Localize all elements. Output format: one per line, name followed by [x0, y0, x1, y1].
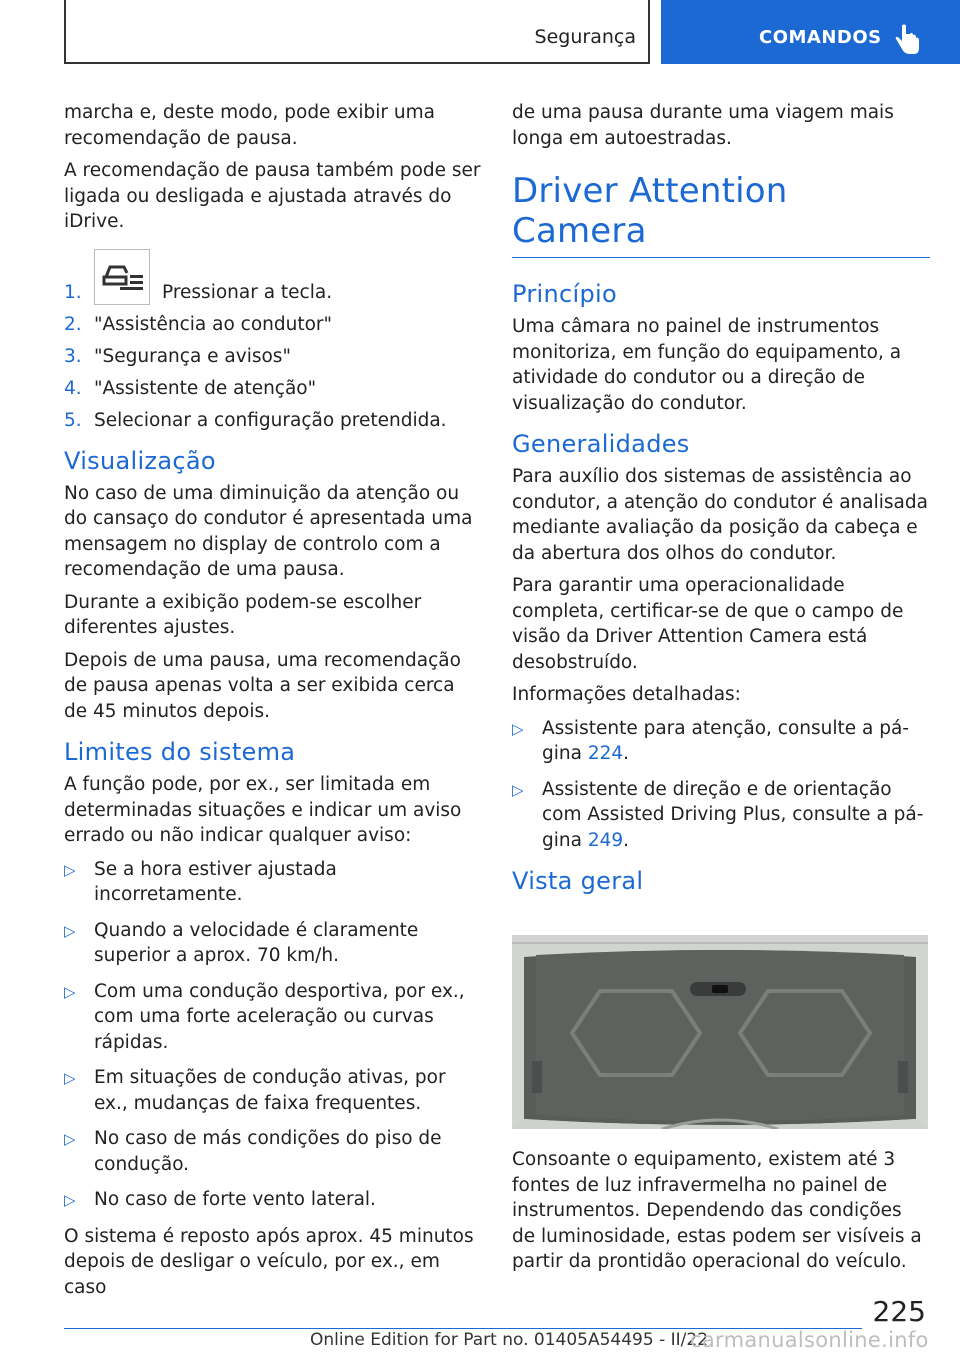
edition-note: Online Edition for Part no. 01405A54495 - II/22 — [310, 1330, 709, 1350]
heading-general: Generalidades — [512, 430, 690, 458]
step-item — [64, 344, 482, 369]
step-text: Pressionar a tecla. — [162, 281, 333, 303]
step-item — [64, 376, 482, 401]
step-number: 2. — [64, 313, 82, 335]
list-item — [512, 716, 930, 767]
list-item-text: Assistente para atenção, consulte a página 224. — [542, 717, 909, 764]
list-item — [64, 857, 482, 908]
heading-visualization: Visualização — [64, 446, 216, 475]
triangle-bullet-icon: ▷ — [512, 780, 524, 799]
step-text: Selecionar a configuração pretendida. — [94, 409, 447, 431]
paragraph: Para garantir uma operacionalidade completa, certificar-se de que o campo de visão da Driver Attention Camera está desobstruído. — [512, 575, 904, 673]
triangle-bullet-icon: ▷ — [64, 1191, 76, 1209]
paragraph: de uma pausa durante uma viagem mais longa em autoestradas. — [512, 102, 894, 149]
triangle-bullet-icon: ▷ — [64, 860, 76, 879]
list-item — [64, 1126, 482, 1177]
triangle-bullet-icon: ▷ — [64, 921, 76, 940]
heading-system-limits: Limites do sistema — [64, 738, 296, 766]
triangle-bullet-icon: ▷ — [64, 1069, 76, 1087]
paragraph: Depois de uma pausa, uma recomendação de pausa apenas volta a ser exibida cerca de 45 minutos depois. — [64, 649, 461, 722]
list-item — [64, 1187, 482, 1214]
step-item — [64, 312, 482, 337]
paragraph: A função pode, por ex., ser limitada em determinadas situações e indicar um aviso errado ou não indicar qualquer aviso: — [64, 774, 462, 846]
page-link-224[interactable]: 224 — [587, 743, 624, 764]
heading-principle: Princípio — [512, 280, 617, 308]
pointing-hand-icon — [893, 24, 921, 56]
triangle-bullet-icon: ▷ — [64, 982, 76, 1001]
paragraph: O sistema é reposto após aprox. 45 minutos depois de desligar o veículo, por ex., em caso — [64, 1225, 474, 1298]
limits-list — [64, 857, 482, 1214]
header-chapter-tab — [661, 0, 960, 64]
step-number: 5. — [64, 409, 82, 431]
list-item-text: Se a hora estiver ajustada incorretamente. — [94, 858, 337, 905]
step-item — [64, 408, 482, 433]
list-item — [64, 918, 482, 969]
heading-overview: Vista geral — [512, 867, 644, 895]
list-item-text: No caso de más condições do piso de condução. — [94, 1128, 442, 1175]
driver-assistance-button-icon — [94, 249, 150, 305]
steps-list — [64, 249, 482, 433]
instrument-panel-camera-image — [512, 935, 928, 1129]
step-number: 4. — [64, 377, 82, 399]
header-section-box — [64, 0, 650, 64]
step-number: 3. — [64, 345, 82, 367]
paragraph: Informações detalhadas: — [512, 684, 741, 705]
paragraph: Para auxílio dos sistemas de assistência ao condutor, a atenção do condutor é analisada mediante avaliação da posição da cabeça e da abertura dos olhos do condutor. — [512, 466, 928, 564]
step-number: 1. — [64, 281, 82, 303]
step-text: "Assistência ao condutor" — [94, 313, 333, 335]
paragraph: Consoante o equipamento, existem até 3 fontes de luz infravermelha no painel de instrumentos. Dependendo das condições de luminosidade, estas podem ser visíveis a partir da prontidão operacional do veículo. — [512, 1149, 922, 1272]
chapter-title: COMANDOS — [759, 27, 882, 48]
paragraph: A recomendação de pausa também pode ser ligada ou desligada e ajustada através do iDrive. — [64, 160, 481, 232]
paragraph: marcha e, deste modo, pode exibir uma recomendação de pausa. — [64, 102, 435, 149]
paragraph: Uma câmara no painel de instrumentos monitoriza, em função do equipamento, a atividade do condutor ou a direção de visualização do condutor. — [512, 316, 902, 414]
list-item-text: Quando a velocidade é claramente superior a aprox. 70 km/h. — [94, 919, 419, 966]
step-text: "Segurança e avisos" — [94, 345, 291, 367]
triangle-bullet-icon: ▷ — [512, 719, 524, 738]
paragraph: Durante a exibição podem-se escolher diferentes ajustes. — [64, 591, 422, 638]
page-link-249[interactable]: 249 — [587, 829, 624, 851]
section-title: Segurança — [534, 26, 636, 48]
list-item — [64, 979, 482, 1056]
paragraph: No caso de uma diminuição da atenção ou do cansaço do condutor é apresentada uma mensagem no display de controlo com a recomendação de uma pausa. — [64, 482, 473, 580]
list-item-text: Em situações de condução ativas, por ex., mudanças de faixa frequentes. — [94, 1067, 446, 1114]
right-column — [512, 100, 930, 1282]
page-number: 225 — [872, 1295, 926, 1328]
step-text: "Assistente de atenção" — [94, 377, 317, 399]
left-column — [64, 100, 482, 1307]
heading-driver-attention-camera: Driver Attention Camera — [512, 171, 930, 258]
list-item — [512, 777, 930, 854]
list-item-text: Com uma condução desportiva, por ex., com uma forte aceleração ou curvas rápidas. — [94, 980, 465, 1053]
list-item — [64, 1065, 482, 1116]
list-item-text: No caso de forte vento lateral. — [94, 1189, 376, 1210]
triangle-bullet-icon: ▷ — [64, 1130, 76, 1148]
list-item-text: Assistente de direção e de orientação com Assisted Driving Plus, consulte a página 249. — [542, 778, 924, 851]
details-list — [512, 716, 930, 854]
step-item — [64, 249, 482, 305]
watermark: carmanualsonline.info — [690, 1328, 929, 1352]
